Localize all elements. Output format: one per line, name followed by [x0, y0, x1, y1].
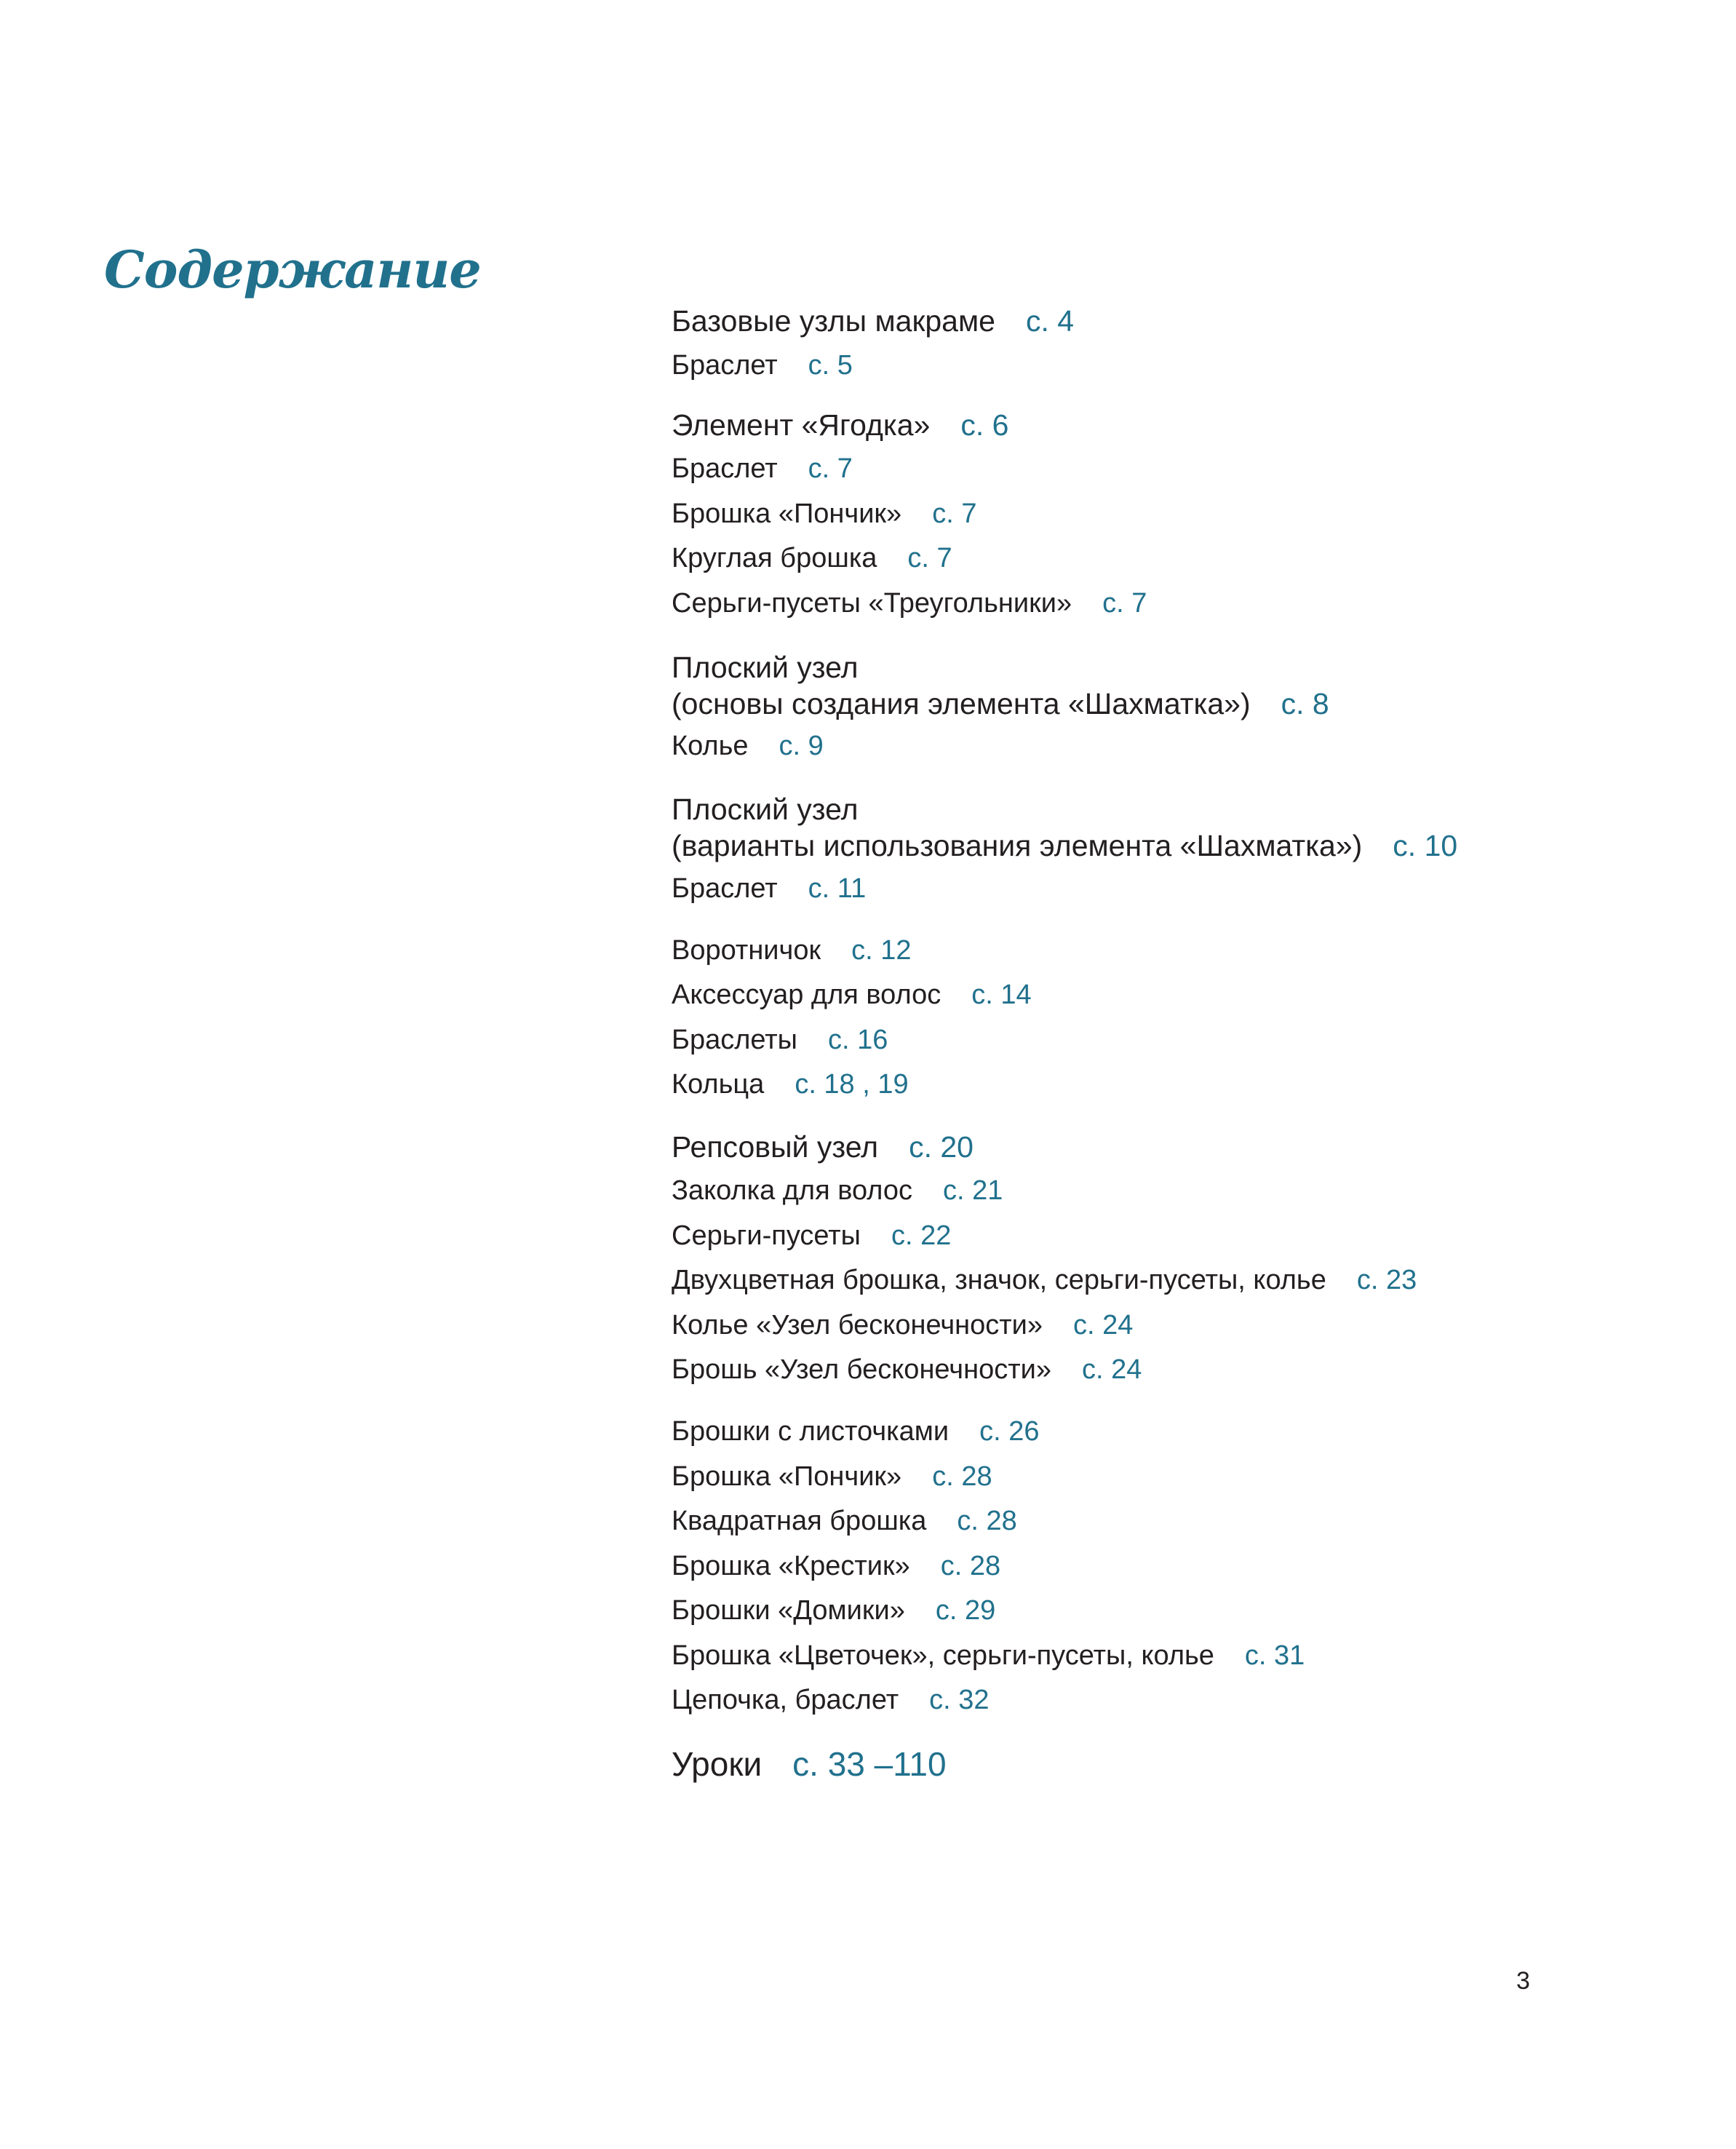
entry-page-ref: с. 7: [907, 543, 952, 573]
entry-page-ref: с. 28: [940, 1551, 1001, 1581]
entry-page-ref: с. 4: [1025, 304, 1075, 338]
toc-entry[interactable]: [672, 831, 1457, 861]
toc-entry[interactable]: [672, 1266, 1417, 1294]
toc-entry[interactable]: [672, 1356, 1142, 1383]
entry-page-ref: с. 33 –110: [792, 1745, 947, 1783]
entry-page-ref: с. 5: [808, 350, 853, 381]
entry-page-ref: с. 20: [909, 1130, 973, 1164]
entry-page-ref: с. 7: [1102, 588, 1147, 619]
entry-title: Браслеты: [672, 1025, 797, 1055]
entry-page-ref: с. 12: [851, 935, 912, 966]
toc-entry[interactable]: [672, 795, 859, 825]
page-title: Содержание: [104, 239, 481, 300]
toc-entry[interactable]: [672, 1132, 973, 1162]
toc-entry[interactable]: [672, 1597, 995, 1624]
entry-title: Уроки: [672, 1745, 763, 1783]
entry-title: Заколка для волос: [672, 1175, 913, 1206]
entry-page-ref: с. 10: [1393, 829, 1458, 862]
toc-entry[interactable]: [672, 875, 866, 902]
entry-title: Цепочка, браслет: [672, 1685, 899, 1715]
entry-page-ref: с. 6: [960, 408, 1009, 442]
entry-title: Брошь «Узел бесконечности»: [672, 1354, 1051, 1385]
entry-title: Браслет: [672, 873, 778, 904]
toc-entry[interactable]: [672, 1177, 1003, 1204]
entry-title: Серьги-пусеты: [672, 1220, 861, 1251]
toc-entry[interactable]: [672, 1552, 1000, 1580]
entry-title: Брошка «Пончик»: [672, 498, 902, 529]
entry-title: Брошка «Крестик»: [672, 1551, 910, 1581]
entry-title: Репсовый узел: [672, 1130, 879, 1164]
entry-title: Элемент «Ягодка»: [672, 408, 931, 442]
entry-page-ref: с. 7: [808, 453, 853, 484]
entry-page-ref: с. 18 , 19: [795, 1069, 909, 1100]
toc-entry[interactable]: [672, 589, 1147, 617]
entry-title: Круглая брошка: [672, 543, 877, 573]
toc-entry[interactable]: [672, 1463, 992, 1490]
entry-title: Брошки с листочками: [672, 1416, 949, 1447]
entry-page-ref: с. 23: [1356, 1265, 1417, 1295]
entry-page-ref: с. 16: [827, 1025, 888, 1055]
toc-entry[interactable]: [672, 1418, 1039, 1445]
entry-title: Брошка «Цветочек», серьги-пусеты, колье: [672, 1640, 1214, 1671]
entry-title: (варианты использования элемента «Шахматка»): [672, 829, 1363, 862]
entry-page-ref: с. 28: [932, 1461, 992, 1492]
entry-page-ref: с. 26: [979, 1416, 1040, 1447]
toc-entry[interactable]: [672, 500, 976, 528]
toc-entry[interactable]: [672, 981, 1032, 1009]
toc-entry[interactable]: [672, 1026, 888, 1054]
toc-entry[interactable]: [672, 1070, 909, 1098]
toc-entry[interactable]: [672, 1507, 1017, 1535]
toc-entry[interactable]: [672, 1686, 990, 1714]
entry-title: Серьги-пусеты «Треугольники»: [672, 588, 1072, 619]
entry-page-ref: с. 14: [971, 980, 1032, 1010]
entry-title: Двухцветная брошка, значок, серьги-пусеты, колье: [672, 1265, 1326, 1295]
toc-entry[interactable]: [672, 1222, 951, 1250]
entry-title: Колье «Узел бесконечности»: [672, 1310, 1043, 1340]
page-number: 3: [1516, 1967, 1530, 1995]
toc-entry[interactable]: [672, 689, 1329, 719]
entry-title: Брошка «Пончик»: [672, 1461, 902, 1492]
entry-title: Квадратная брошка: [672, 1506, 927, 1536]
entry-page-ref: с. 21: [943, 1175, 1003, 1206]
toc-entry[interactable]: [672, 410, 1008, 440]
entry-title: Брошки «Домики»: [672, 1595, 905, 1626]
entry-page-ref: с. 24: [1073, 1310, 1134, 1340]
entry-page-ref: с. 7: [932, 498, 977, 529]
entry-title: Воротничок: [672, 935, 821, 966]
entry-title: Браслет: [672, 453, 778, 484]
toc-entry[interactable]: [672, 937, 911, 964]
toc-entry[interactable]: [672, 1642, 1305, 1669]
entry-page-ref: с. 11: [808, 873, 867, 904]
table-of-contents: [672, 0, 1676, 2149]
toc-entry[interactable]: [672, 732, 824, 760]
entry-title: Базовые узлы макраме: [672, 304, 995, 338]
entry-page-ref: с. 28: [957, 1506, 1017, 1536]
entry-page-ref: с. 24: [1081, 1354, 1142, 1385]
entry-title: Колье: [672, 731, 749, 761]
toc-entry[interactable]: [672, 455, 853, 482]
entry-title: (основы создания элемента «Шахматка»): [672, 687, 1251, 720]
entry-title: Плоский узел: [672, 793, 859, 826]
entry-title: Плоский узел: [672, 651, 859, 684]
toc-entry[interactable]: [672, 1311, 1133, 1339]
entry-page-ref: с. 31: [1244, 1640, 1305, 1671]
entry-page-ref: с. 32: [929, 1685, 990, 1715]
entry-title: Аксессуар для волос: [672, 980, 941, 1010]
entry-page-ref: с. 9: [779, 731, 824, 761]
toc-entry[interactable]: [672, 351, 853, 379]
entry-page-ref: с. 22: [891, 1220, 952, 1251]
entry-page-ref: с. 8: [1281, 687, 1329, 720]
entry-page-ref: с. 29: [935, 1595, 996, 1626]
toc-entry[interactable]: [672, 1747, 947, 1781]
entry-title: Браслет: [672, 350, 778, 381]
entry-title: Кольца: [672, 1069, 765, 1100]
toc-entry[interactable]: [672, 544, 952, 572]
toc-entry[interactable]: [672, 653, 859, 683]
toc-entry[interactable]: [672, 306, 1074, 336]
